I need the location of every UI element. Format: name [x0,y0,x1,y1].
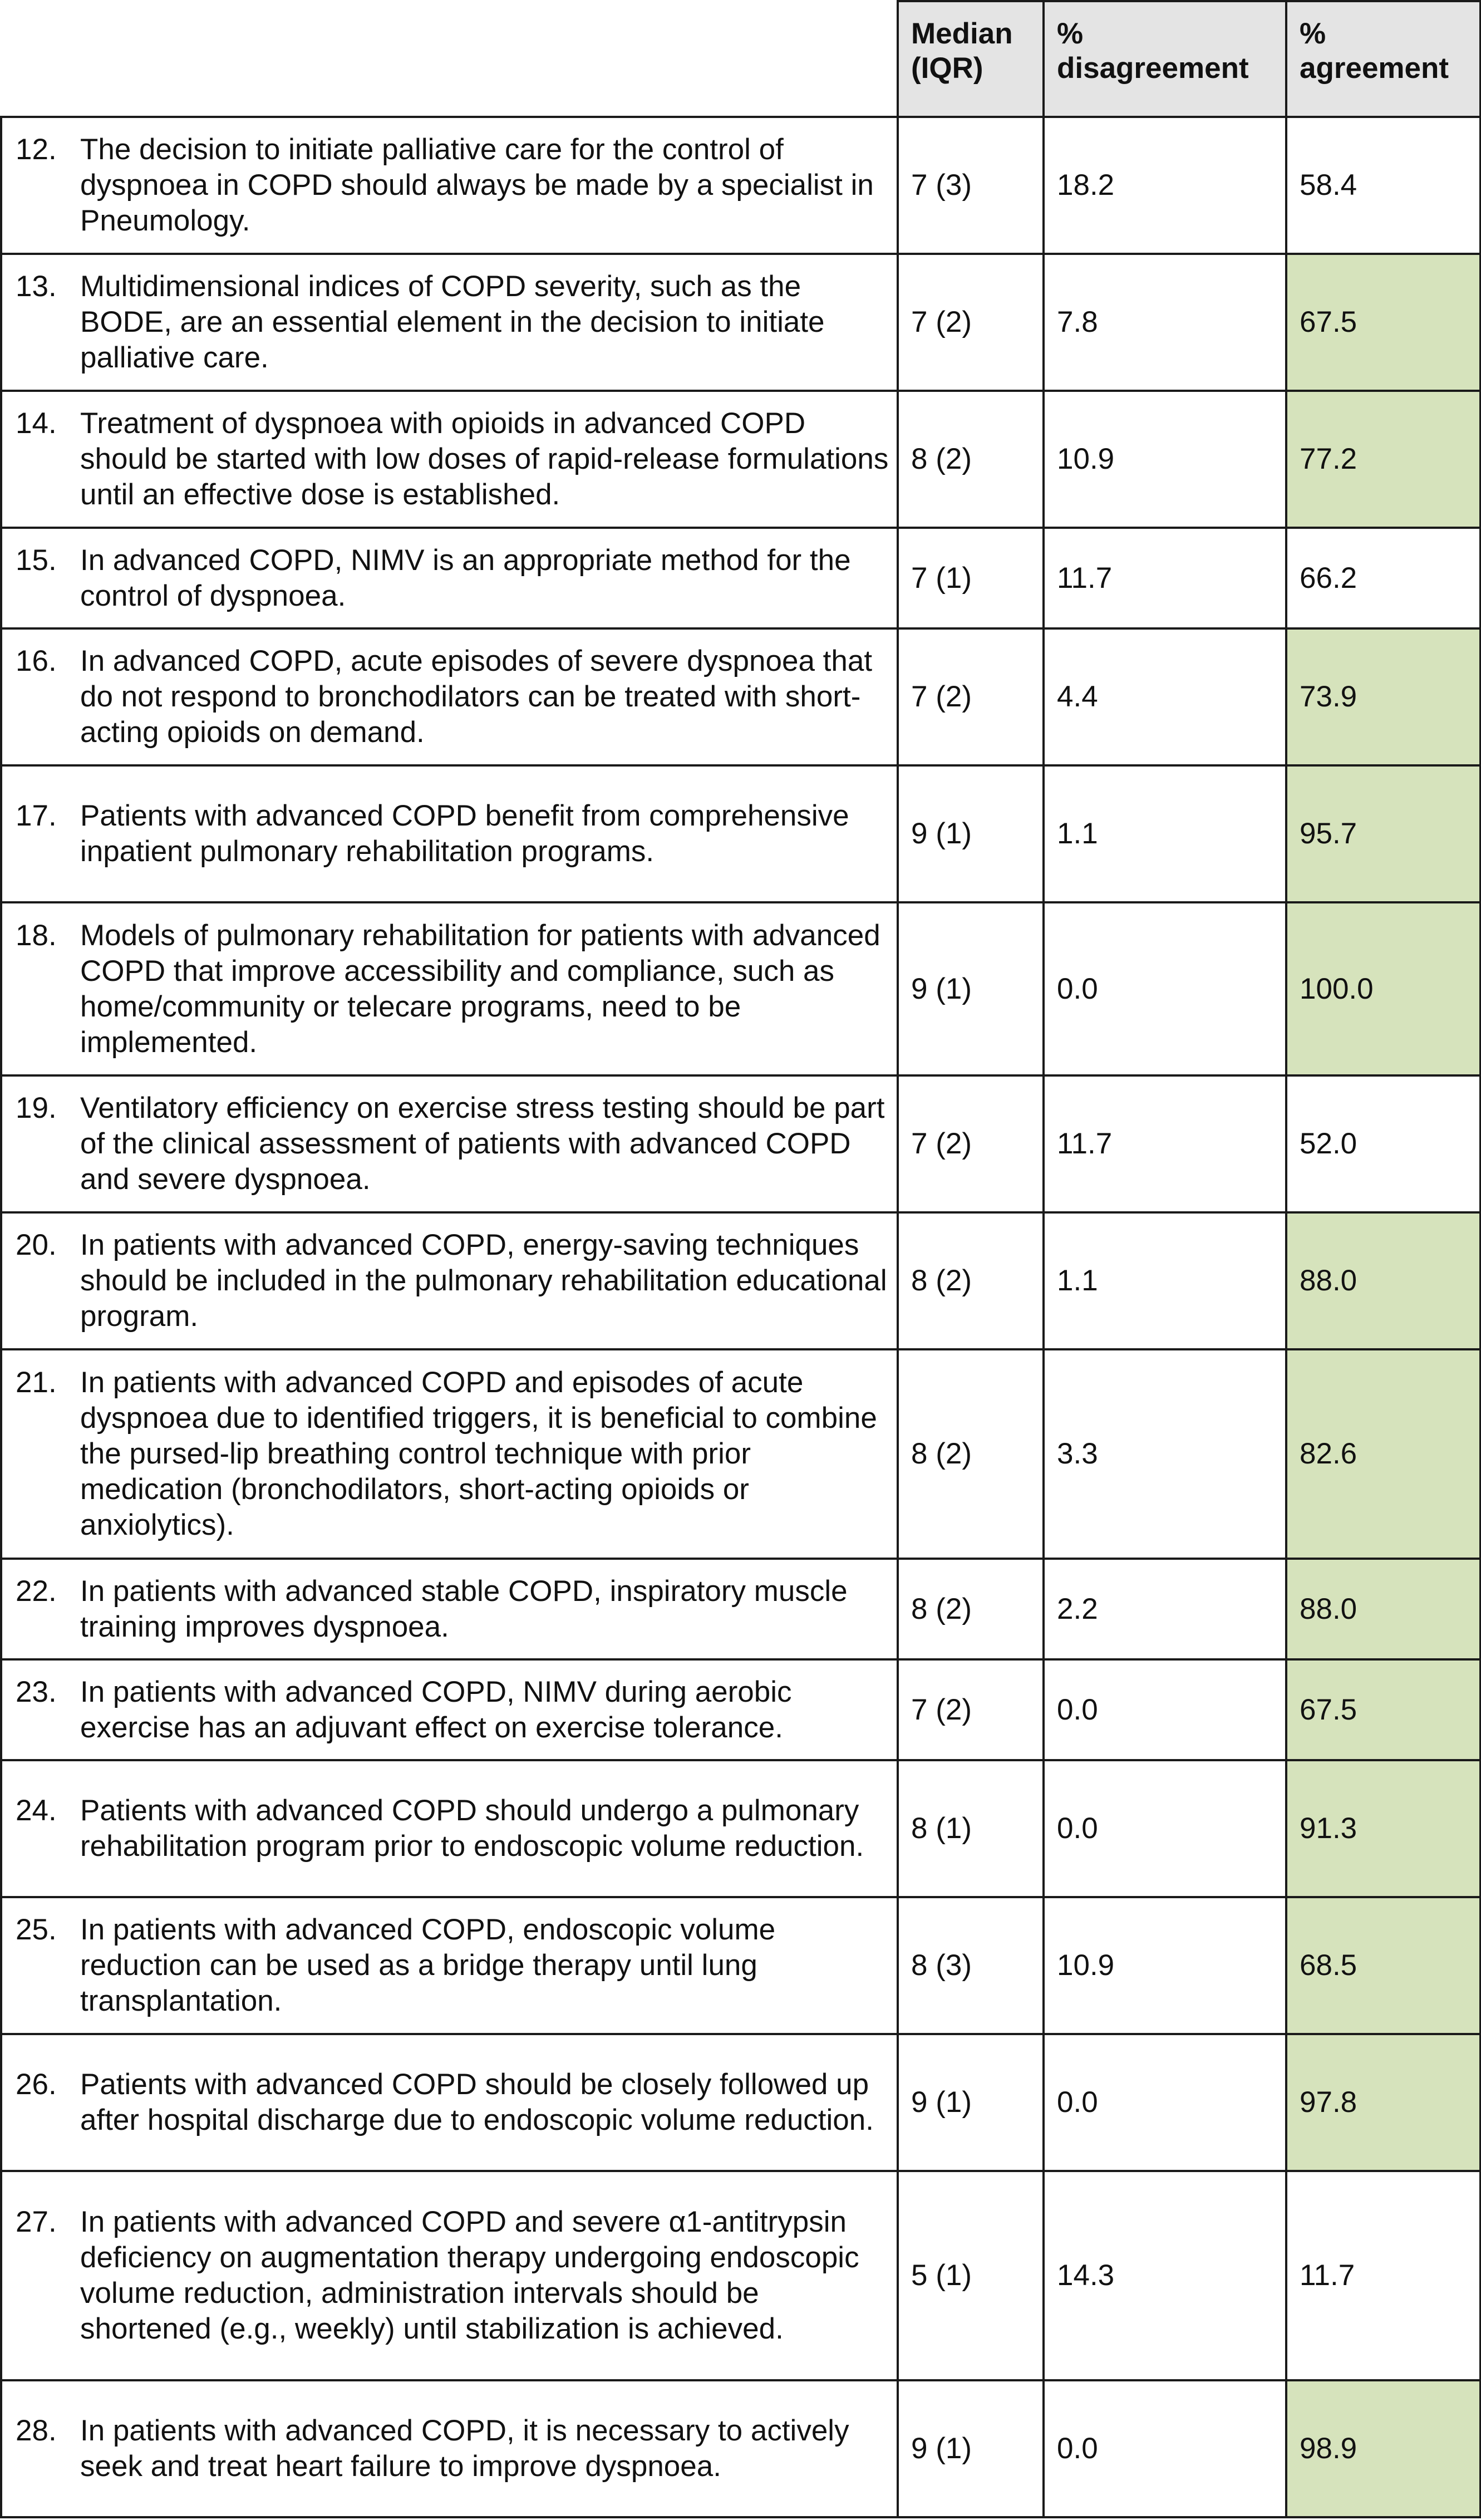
disagreement-column-header: % disagreement [1044,1,1286,117]
table-row [1,1349,1480,1559]
statement-cell [1,1349,898,1559]
statement-text: In patients with advanced COPD, it is necessary to actively seek and treat heart failure to improve dyspnoea. [80,2414,849,2483]
median-column-header: Median (IQR) [898,1,1044,117]
table-row [1,765,1480,902]
statement-number: 24. [16,1794,57,1827]
statement-number: 14. [16,407,57,440]
disagreement-cell: 0.0 [1044,1760,1286,1897]
statement-text: In patients with advanced COPD, endoscopic volume reduction can be used as a bridge therapy until lung transplantation. [80,1913,776,2017]
statement-cell [1,1659,898,1760]
statement-cell [1,628,898,765]
statement-number: 28. [16,2414,57,2447]
disagreement-cell: 10.9 [1044,1897,1286,2034]
disagreement-cell: 1.1 [1044,765,1286,902]
statement-number: 13. [16,270,57,303]
statement-cell [1,765,898,902]
statement-text: In patients with advanced stable COPD, inspiratory muscle training improves dyspnoea. [80,1574,848,1643]
table-row [1,391,1480,528]
statement-number: 18. [16,918,57,952]
statement-text: In patients with advanced COPD and episodes of acute dyspnoea due to identified triggers, it is beneficial to combine the pursed-lip breathing control technique with prior medication (bronchodilators, short-acting opioids or anxiolytics). [80,1366,877,1541]
disagreement-cell: 11.7 [1044,1075,1286,1212]
median-cell: 8 (2) [898,391,1044,528]
statement-cell [1,2380,898,2517]
statement-cell [1,1897,898,2034]
table-row [1,528,1480,628]
statement-number: 23. [16,1675,57,1708]
agreement-cell: 67.5 [1286,254,1480,391]
statement-text: The decision to initiate palliative care for the control of dyspnoea in COPD should always be made by a specialist in Pneumology. [80,133,874,237]
median-cell: 7 (1) [898,528,1044,628]
median-cell: 9 (1) [898,2034,1044,2171]
median-cell: 7 (3) [898,117,1044,254]
statement-number: 17. [16,799,57,832]
header-row [1,1,1480,117]
median-cell: 7 (2) [898,254,1044,391]
table-row [1,2034,1480,2171]
statement-text: In advanced COPD, NIMV is an appropriate method for the control of dyspnoea. [80,543,851,612]
table-row [1,254,1480,391]
disagreement-cell: 4.4 [1044,628,1286,765]
agreement-cell: 95.7 [1286,765,1480,902]
disagreement-cell: 10.9 [1044,391,1286,528]
disagreement-cell: 11.7 [1044,528,1286,628]
agreement-cell: 68.5 [1286,1897,1480,2034]
statement-text: Treatment of dyspnoea with opioids in advanced COPD should be started with low doses of rapid-release formulations until an effective dose is established. [80,407,889,511]
statement-number: 27. [16,2205,57,2238]
statement-number: 19. [16,1092,57,1124]
agreement-cell: 77.2 [1286,391,1480,528]
table-row [1,2380,1480,2517]
disagreement-cell: 7.8 [1044,254,1286,391]
statement-cell [1,117,898,254]
table-row [1,902,1480,1075]
disagreement-cell: 0.0 [1044,902,1286,1075]
median-cell: 8 (2) [898,1559,1044,1659]
statement-number: 22. [16,1574,57,1608]
disagreement-cell: 0.0 [1044,2380,1286,2517]
statement-text: Ventilatory efficiency on exercise stress testing should be part of the clinical assessment of patients with advanced COPD and severe dyspnoea. [80,1092,885,1196]
statement-number: 12. [16,133,57,166]
agreement-cell: 73.9 [1286,628,1480,765]
median-cell: 7 (2) [898,1659,1044,1760]
statement-text: In patients with advanced COPD, energy-saving techniques should be included in the pulmonary rehabilitation educational program. [80,1229,887,1333]
agreement-cell: 88.0 [1286,1559,1480,1659]
statement-cell [1,2171,898,2380]
statement-text: Patients with advanced COPD should undergo a pulmonary rehabilitation program prior to endoscopic volume reduction. [80,1794,864,1863]
statement-cell [1,902,898,1075]
median-cell: 7 (2) [898,628,1044,765]
agreement-cell: 98.9 [1286,2380,1480,2517]
table-header [1,1,1480,117]
table-row [1,117,1480,254]
disagreement-cell: 2.2 [1044,1559,1286,1659]
statement-text: In advanced COPD, acute episodes of severe dyspnoea that do not respond to bronchodilators can be treated with short-acting opioids on demand. [80,645,873,749]
agreement-cell: 82.6 [1286,1349,1480,1559]
agreement-column-header: % agreement [1286,1,1480,117]
statement-column-header [1,1,898,117]
median-cell: 8 (2) [898,1212,1044,1349]
statement-text: In patients with advanced COPD and severe α1-antitrypsin deficiency on augmentation therapy undergoing endoscopic volume reduction, administration intervals should be shortened (e.g., weekly) until stabilization is achieved. [80,2205,859,2345]
statement-number: 20. [16,1229,57,1261]
statement-text: Multidimensional indices of COPD severity, such as the BODE, are an essential element in the decision to initiate palliative care. [80,270,825,374]
median-cell: 9 (1) [898,2380,1044,2517]
disagreement-cell: 1.1 [1044,1212,1286,1349]
median-cell: 5 (1) [898,2171,1044,2380]
statement-number: 26. [16,2068,57,2101]
table-row [1,2171,1480,2380]
disagreement-cell: 3.3 [1044,1349,1286,1559]
statement-cell [1,528,898,628]
statement-cell [1,1212,898,1349]
statement-cell [1,1075,898,1212]
statement-cell [1,1559,898,1659]
agreement-cell: 97.8 [1286,2034,1480,2171]
agreement-cell: 67.5 [1286,1659,1480,1760]
agreement-cell: 100.0 [1286,902,1480,1075]
statement-text: Models of pulmonary rehabilitation for patients with advanced COPD that improve accessibility and compliance, such as home/community or telecare programs, need to be implemented. [80,918,880,1059]
table-row [1,628,1480,765]
statement-cell [1,391,898,528]
table-row [1,1212,1480,1349]
statement-number: 25. [16,1913,57,1946]
statement-cell [1,1760,898,1897]
table-row [1,1897,1480,2034]
table-row [1,1760,1480,1897]
agreement-cell: 11.7 [1286,2171,1480,2380]
agreement-cell: 52.0 [1286,1075,1480,1212]
statement-text: In patients with advanced COPD, NIMV during aerobic exercise has an adjuvant effect on exercise tolerance. [80,1675,792,1744]
disagreement-cell: 0.0 [1044,1659,1286,1760]
statement-text: Patients with advanced COPD benefit from comprehensive inpatient pulmonary rehabilitation programs. [80,799,849,868]
table-row [1,1559,1480,1659]
statement-number: 15. [16,543,57,577]
median-cell: 9 (1) [898,765,1044,902]
median-cell: 7 (2) [898,1075,1044,1212]
disagreement-cell: 0.0 [1044,2034,1286,2171]
statement-cell [1,254,898,391]
statement-cell [1,2034,898,2171]
median-cell: 8 (3) [898,1897,1044,2034]
agreement-cell: 58.4 [1286,117,1480,254]
statement-text: Patients with advanced COPD should be closely followed up after hospital discharge due to endoscopic volume reduction. [80,2068,874,2136]
agreement-cell: 66.2 [1286,528,1480,628]
median-cell: 8 (1) [898,1760,1044,1897]
table-row [1,1659,1480,1760]
median-cell: 8 (2) [898,1349,1044,1559]
statement-number: 16. [16,645,57,677]
disagreement-cell: 14.3 [1044,2171,1286,2380]
agreement-cell: 88.0 [1286,1212,1480,1349]
median-cell: 9 (1) [898,902,1044,1075]
statement-number: 21. [16,1366,57,1399]
disagreement-cell: 18.2 [1044,117,1286,254]
agreement-cell: 91.3 [1286,1760,1480,1897]
table-row [1,1075,1480,1212]
table-body [1,117,1480,2517]
